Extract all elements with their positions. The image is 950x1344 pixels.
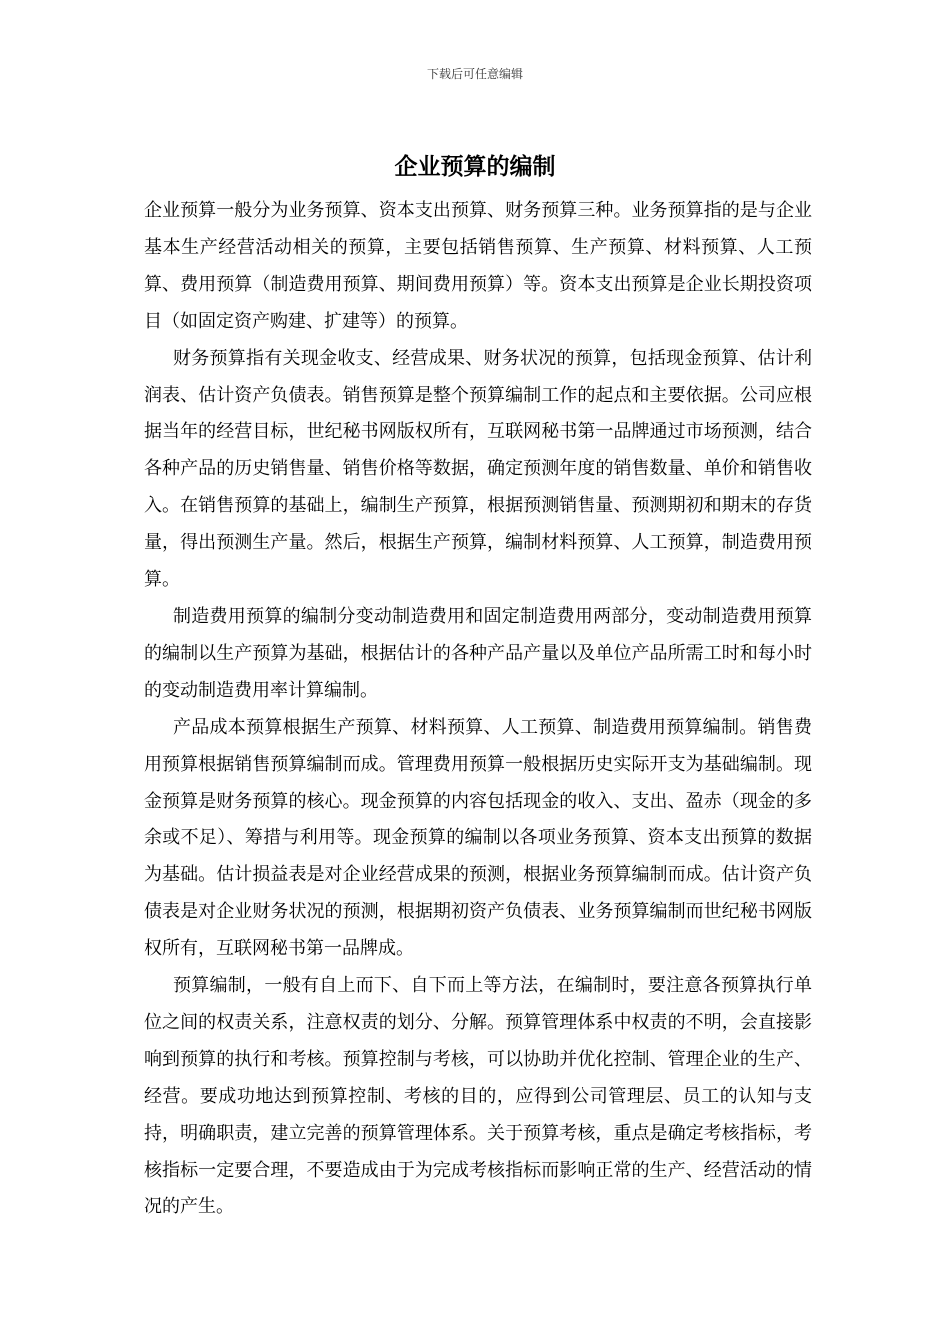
paragraph-2: 财务预算指有关现金收支、经营成果、财务状况的预算，包括现金预算、估计利润表、估计资产负债表。销售预算是整个预算编制工作的起点和主要依据。公司应根据当年的经营目标，世纪秘书网版权所有，互联网秘书第一品牌通过市场预测，结合各种产品的历史销售量、销售价格等数据，确定预测年度的销售数量、单价和销售收入。在销售预算的基础上，编制生产预算，根据预测销售量、预测期初和期末的存货量，得出预测生产量。然后，根据生产预算，编制材料预算、人工预算，制造费用预算。 <box>144 347 812 591</box>
paragraph-5: 预算编制，一般有自上而下、自下而上等方法，在编制时，要注意各预算执行单位之间的权责关系，注意权责的划分、分解。预算管理体系中权责的不明，会直接影响到预算的执行和考核。预算控制与考核，可以协助并优化控制、管理企业的生产、经营。要成功地达到预算控制、考核的目的，应得到公司管理层、员工的认知与支持，明确职责，建立完善的预算管理体系。关于预算考核，重点是确定考核指标，考核指标一定要合理，不要造成由于为完成考核指标而影响正常的生产、经营活动的情况的产生。 <box>144 975 812 1218</box>
paragraph-1: 企业预算一般分为业务预算、资本支出预算、财务预算三种。业务预算指的是与企业基本生产经营活动相关的预算，主要包括销售预算、生产预算、材料预算、人工预算、费用预算（制造费用预算、期间费用预算）等。资本支出预算是企业长期投资项目（如固定资产购建、扩建等）的预算。 <box>144 200 812 332</box>
header-note: 下载后可任意编辑 <box>426 67 523 81</box>
document-body <box>144 193 812 1226</box>
document-title: 企业预算的编制 <box>394 153 556 180</box>
paragraph-4: 产品成本预算根据生产预算、材料预算、人工预算、制造费用预算编制。销售费用预算根据销售预算编制而成。管理费用预算一般根据历史实际开支为基础编制。现金预算是财务预算的核心。现金预算的内容包括现金的收入、支出、盈赤（现金的多余或不足）、筹措与利用等。现金预算的编制以各项业务预算、资本支出预算的数据为基础。估计损益表是对企业经营成果的预测，根据业务预算编制而成。估计资产负债表是对企业财务状况的预测，根据期初资产负债表、业务预算编制而世纪秘书网版权所有，互联网秘书第一品牌成。 <box>144 716 812 960</box>
paragraph-3: 制造费用预算的编制分变动制造费用和固定制造费用两部分，变动制造费用预算的编制以生产预算为基础，根据估计的各种产品产量以及单位产品所需工时和每小时的变动制造费用率计算编制。 <box>144 605 812 701</box>
